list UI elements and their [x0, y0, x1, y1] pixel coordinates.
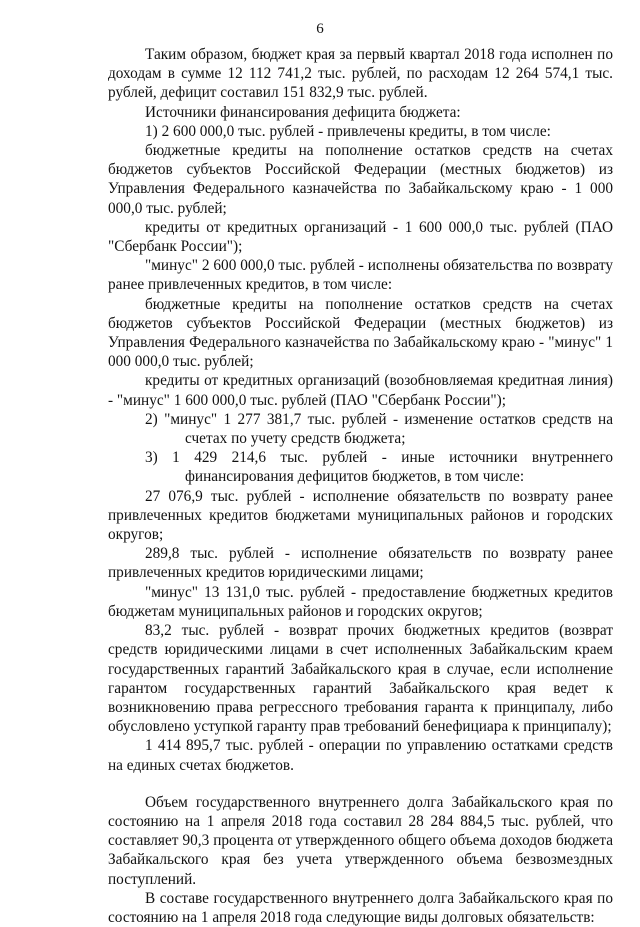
paragraph-budget-credits-minus: бюджетные кредиты на пополнение остатков средств на счетах бюджетов субъектов Российской Федерации (местных бюджетов) из Управления Федерального казначейства по Забайкальскому краю - "минус" 1 000 000,0 тыс. рублей;	[108, 295, 613, 371]
paragraph-bank-credits-minus: кредиты от кредитных организаций (возобновляемая кредитная линия) - "минус" 1 600 000,0 тыс. рублей (ПАО "Сбербанк России");	[108, 372, 613, 409]
section-gap	[108, 775, 613, 793]
document-body	[108, 45, 613, 927]
list-item-2-balance-change: 2) "минус" 1 277 381,7 тыс. рублей - изменение остатков средств на счетах по учету средств бюджета;	[145, 410, 613, 448]
paragraph-debt-composition: В составе государственного внутреннего долга Забайкальского края по состоянию на 1 апреля 2018 года следующие виды долговых обязательств:	[108, 889, 613, 926]
page-number: 6	[316, 21, 324, 37]
paragraph-budget-credits: бюджетные кредиты на пополнение остатков средств на счетах бюджетов субъектов Российской Федерации (местных бюджетов) из Управления Федерального казначейства по Забайкальскому краю - 1 000 000,0 тыс. рублей;	[108, 142, 613, 217]
paragraph-deficit-sources-heading: Источники финансирования дефицита бюджета:	[145, 103, 461, 121]
list-item-3-other-sources: 3) 1 429 214,6 тыс. рублей - иные источники внутреннего финансирования дефицитов бюджетов, в том числе:	[145, 449, 613, 486]
paragraph-municipal-repayment: 27 076,9 тыс. рублей - исполнение обязательств по возврату ранее привлеченных кредитов бюджетами муниципальных районов и городских округов;	[108, 487, 613, 544]
paragraph-municipal-credits-provided: "минус" 13 131,0 тыс. рублей - предоставление бюджетных кредитов бюджетам муниципальных районов и городских округов;	[108, 583, 613, 620]
paragraph-other-credits-return: 83,2 тыс. рублей - возврат прочих бюджетных кредитов (возврат средств юридическими лицами в счет исполненных Забайкальским краем государственных гарантий Забайкальского края в случае, если исполнение гарантом государственных гарантий Забайкальского края ведет к возникновению права регрессного требования гаранта к принципалу, либо обусловлено уступкой гаранту прав требований бенефициара к принципалу);	[108, 622, 613, 736]
paragraph-bank-credits: кредиты от кредитных организаций - 1 600 000,0 тыс. рублей (ПАО "Сбербанк России");	[108, 218, 613, 256]
paragraph-balance-operations: 1 414 895,7 тыс. рублей - операции по управлению остатками средств на единых счетах бюджетов.	[108, 737, 613, 774]
paragraph-item-1-credits: 1) 2 600 000,0 тыс. рублей - привлечены кредиты, в том числе:	[145, 122, 551, 140]
paragraph-legal-entities-repayment: 289,8 тыс. рублей - исполнение обязательств по возврату ранее привлеченных кредитов юридическими лицами;	[108, 545, 613, 582]
paragraph-repaid-obligations: "минус" 2 600 000,0 тыс. рублей - исполнены обязательства по возврату ранее привлеченных кредитов, в том числе:	[108, 257, 613, 294]
paragraph-budget-summary: Таким образом, бюджет края за первый квартал 2018 года исполнен по доходам в сумме 12 112 741,2 тыс. рублей, по расходам 12 264 574,1 тыс. рублей, дефицит составил 151 832,9 тыс. рублей.	[108, 46, 613, 102]
paragraph-state-debt-volume: Объем государственного внутреннего долга Забайкальского края по состоянию на 1 апреля 2018 года составил 28 284 884,5 тыс. рублей, что составляет 90,3 процента от утвержденного общего объема доходов бюджета Забайкальского края без учета утвержденного объема безвозмездных поступлений.	[108, 793, 613, 888]
